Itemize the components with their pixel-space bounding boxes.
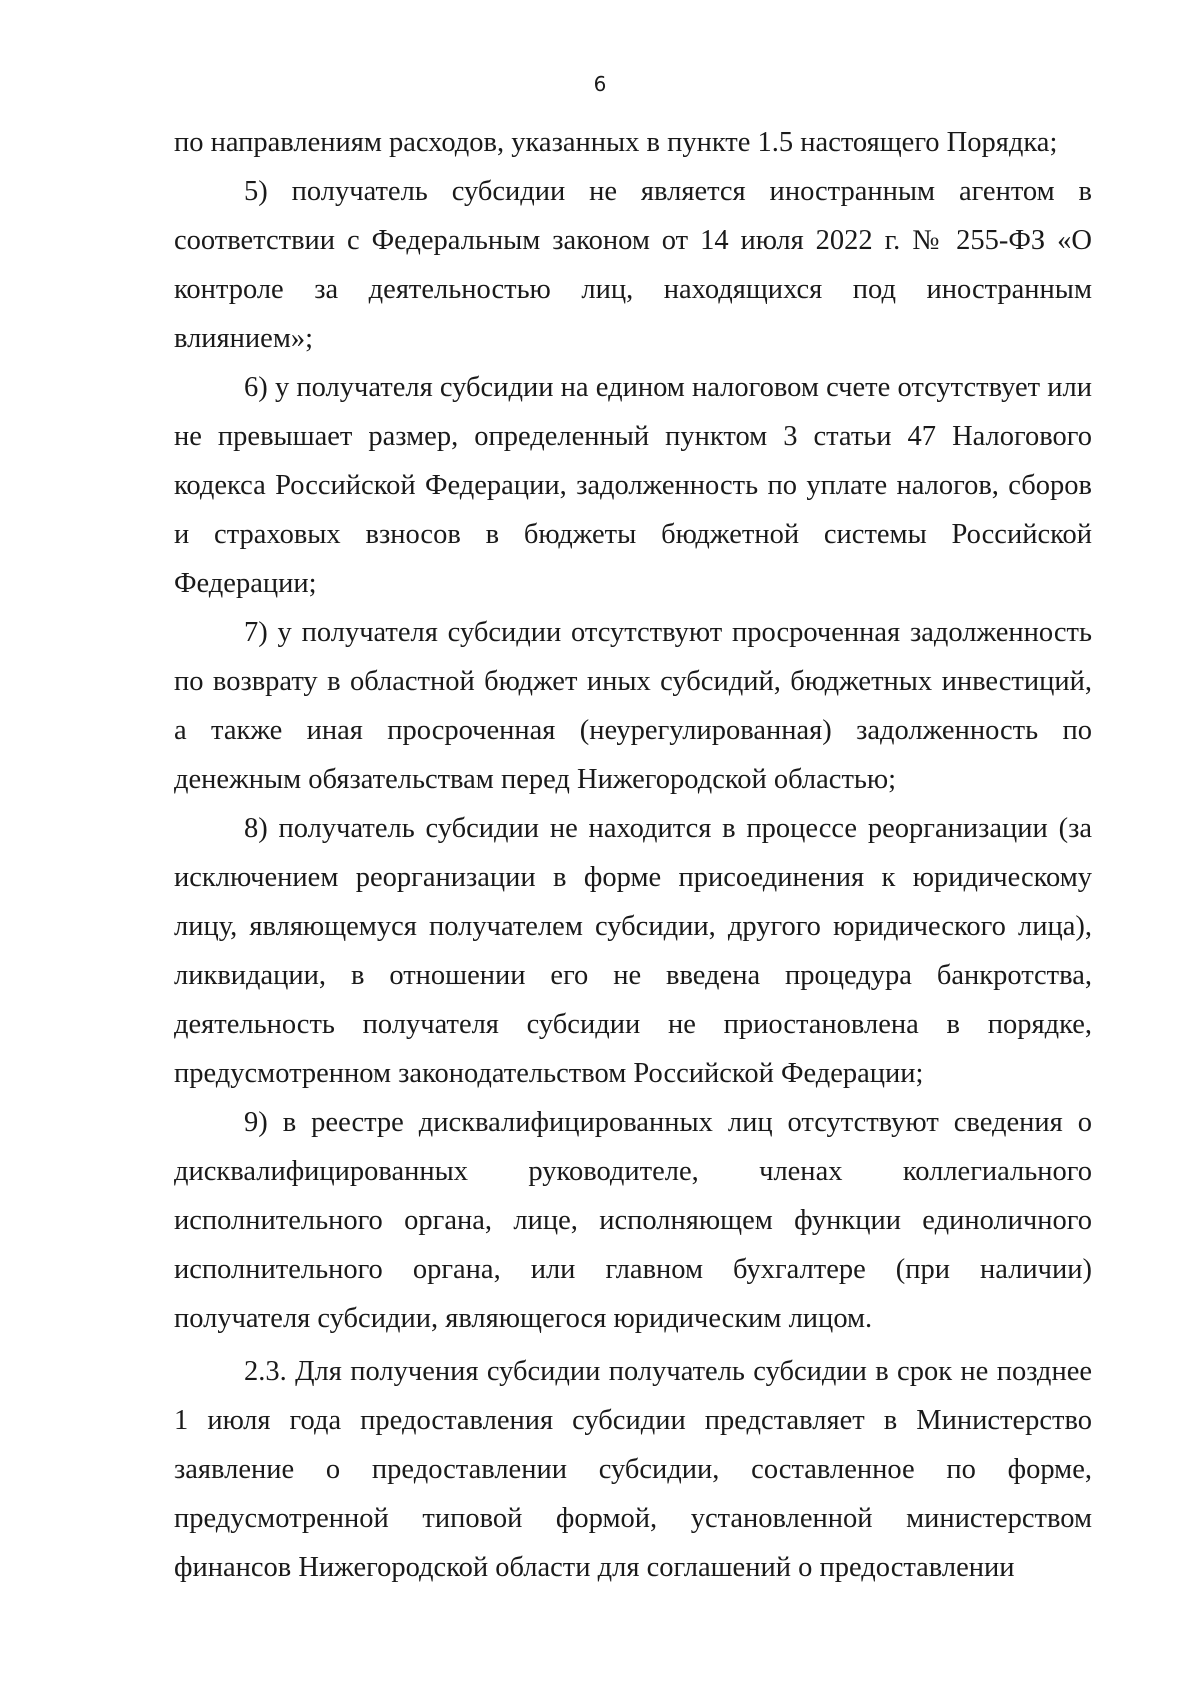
paragraph-item-9: 9) в реестре дисквалифицированных лиц отсутствуют сведения о дисквалифицированных руководителе, членах коллегиального исполнительного органа, лице, исполняющем функции единоличного исполнительного органа, или главном бухгалтере (при наличии) получателя субсидии, являющегося юридическим лицом. bbox=[174, 1107, 1092, 1334]
paragraph-item-6: 6) у получателя субсидии на едином налоговом счете отсутствует или не превышает размер, определенный пунктом 3 статьи 47 Налогового кодекса Российской Федерации, задолженность по уплате налогов, сборов и страховых взносов в бюджеты бюджетной системы Российской Федерации; bbox=[174, 372, 1092, 599]
paragraph-continuation: по направлениям расходов, указанных в пункте 1.5 настоящего Порядка; bbox=[174, 127, 1058, 158]
document-body bbox=[174, 118, 1092, 1592]
paragraph-item-8: 8) получатель субсидии не находится в процессе реорганизации (за исключением реорганизации в форме присоединения к юридическому лицу, являющемуся получателем субсидии, другого юридического лица), ликвидации, в отношении его не введена процедура банкротства, деятельность получателя субсидии не приостановлена в порядке, предусмотренном законодательством Российской Федерации; bbox=[174, 813, 1092, 1089]
paragraph-section-2-3: 2.3. Для получения субсидии получатель субсидии в срок не позднее 1 июля года предоставления субсидии представляет в Министерство заявление о предоставлении субсидии, составленное по форме, предусмотренной типовой формой, установленной министерством финансов Нижегородской области для соглашений о предоставлении bbox=[174, 1356, 1092, 1583]
paragraph-item-7: 7) у получателя субсидии отсутствуют просроченная задолженность по возврату в областной бюджет иных субсидий, бюджетных инвестиций, а также иная просроченная (неурегулированная) задолженность по денежным обязательствам перед Нижегородской областью; bbox=[174, 617, 1092, 795]
page-number: 6 bbox=[593, 72, 607, 96]
paragraph-item-5: 5) получатель субсидии не является иностранным агентом в соответствии с Федеральным законом от 14 июля 2022 г. № 255-ФЗ «О контроле за деятельностью лиц, находящихся под иностранным влиянием»; bbox=[174, 176, 1092, 354]
